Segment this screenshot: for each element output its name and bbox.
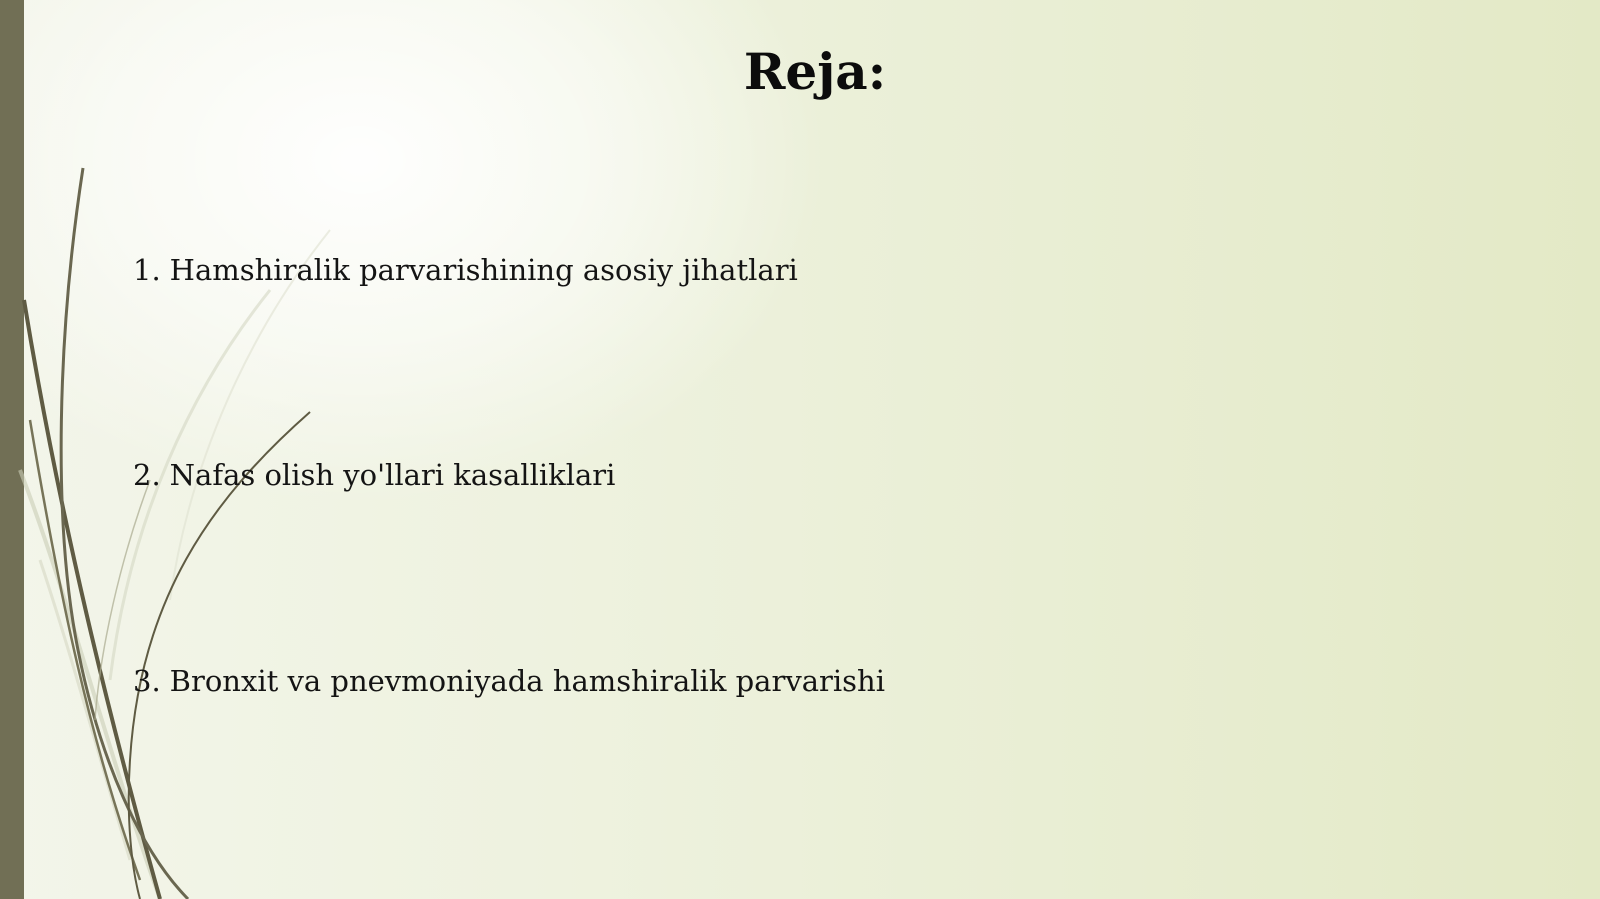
plan-item-text: Bronxit va pnevmoniyada hamshiralik parvarishi [169, 664, 885, 698]
plan-item-text: Hamshiralik parvarishining asosiy jihatlari [169, 253, 798, 287]
plan-item-text: Nafas olish yo'llari kasalliklari [169, 458, 616, 492]
plan-item-number: 1. [133, 253, 161, 287]
plan-item-1 [133, 250, 798, 290]
slide-title: Reja: [743, 42, 887, 101]
plan-item-2 [133, 455, 615, 495]
plan-item-3 [133, 661, 885, 701]
plan-item-number: 2. [133, 458, 161, 492]
grass-decoration [0, 0, 400, 899]
plan-item-number: 3. [133, 664, 161, 698]
